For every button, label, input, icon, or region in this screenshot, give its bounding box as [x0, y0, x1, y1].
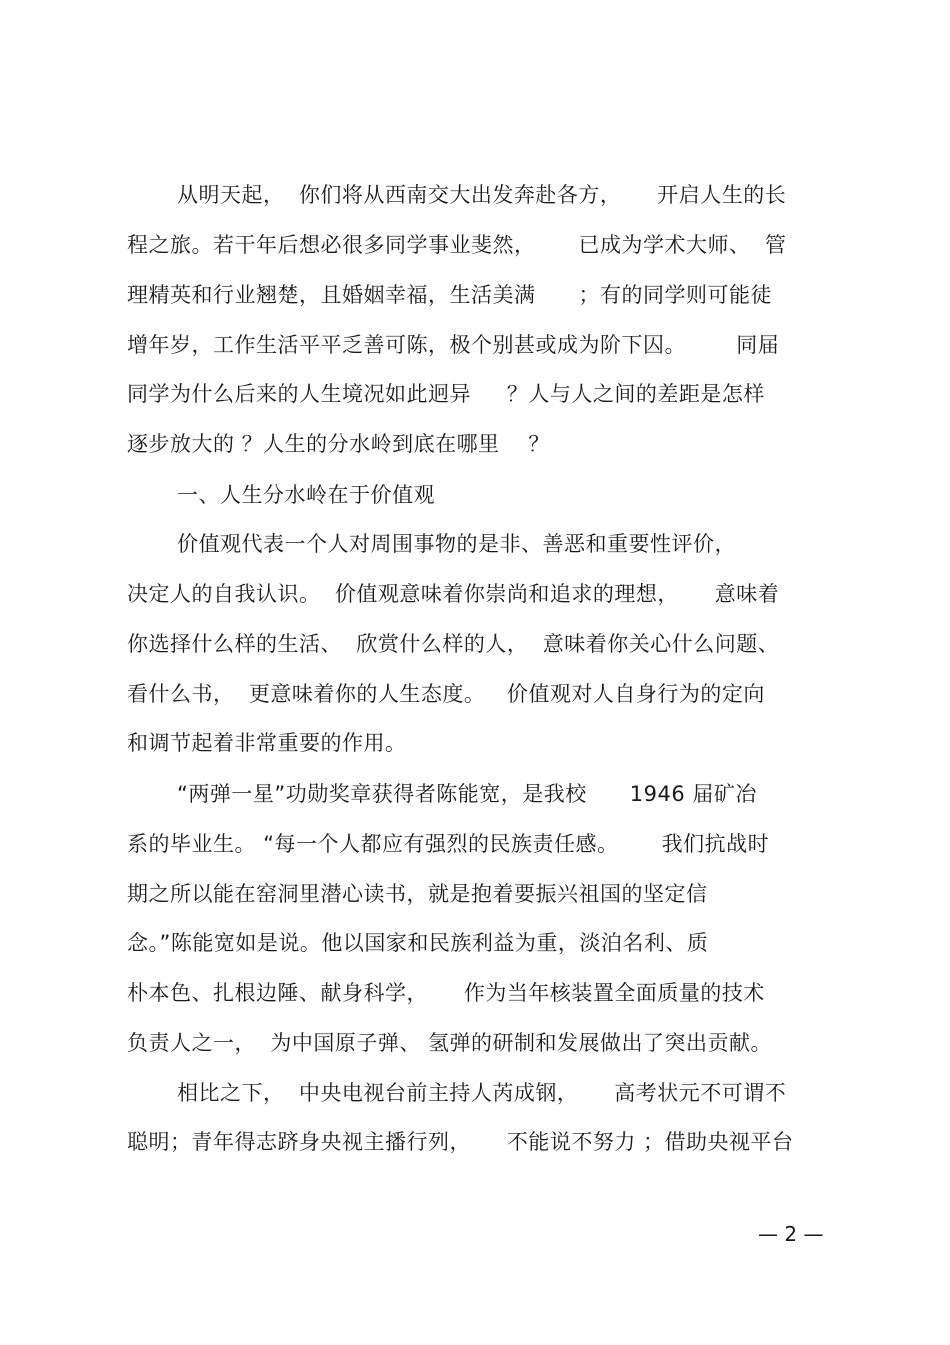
text-line: 相比之下， 中央电视台前主持人芮成钢， 高考状元不可谓不: [177, 1081, 787, 1105]
text-line: 决定人的自我认识。 价值观意味着你崇尚和追求的理想， 意味着: [127, 582, 780, 606]
text-line: 逐步放大的 ？人生的分水岭到底在哪里 ？: [127, 432, 550, 456]
text-line: 聪明；青年得志跻身央视主播行列， 不能说不努力 ；借助央视平台: [127, 1130, 794, 1154]
text-line: 念。”陈能宽如是说。他以国家和民族利益为重，淡泊名利、质: [127, 931, 709, 955]
text-line: 系的毕业生。 “每一个人都应有强烈的民族责任感。 我们抗战时: [127, 832, 770, 856]
text-line: 看什么书， 更意味着你的人生态度。 价值观对人自身行为的定向: [127, 682, 765, 706]
text-line: 从明天起， 你们将从西南交大出发奔赴各方， 开启人生的长: [177, 183, 787, 207]
section-heading: 一、人生分水岭在于价值观: [177, 483, 435, 507]
text-line: 和调节起着非常重要的作用。: [127, 731, 407, 755]
text-line: 朴本色、扎根边陲、献身科学， 作为当年核装置全面质量的技术: [127, 981, 765, 1005]
text-line: 同学为什么后来的人生境况如此迥异 ？人与人之间的差距是怎样: [127, 382, 765, 406]
text-line: 价值观代表一个人对周围事物的是非、善恶和重要性评价，: [177, 532, 736, 556]
text-line: 增年岁，工作生活平平乏善可陈，极个别甚或成为阶下囚。 同届: [127, 333, 780, 357]
text-line: 理精英和行业翘楚，且婚姻幸福，生活美满 ；有的同学则可能徒: [127, 283, 773, 307]
text-line: 程之旅。若干年后想必很多同学事业斐然， 已成为学术大师、 管: [127, 233, 787, 257]
text-line: 你选择什么样的生活、 欣赏什么样的人， 意味着你关心什么问题、: [127, 632, 780, 656]
text-line: “两弹一星”功勋奖章获得者陈能宽，是我校 1946 届矿冶: [177, 782, 757, 806]
page-number: — 2 —: [758, 1222, 824, 1246]
text-line: 负责人之一， 为中国原子弹、 氢弹的研制和发展做出了突出贡献。: [127, 1031, 773, 1055]
text-line: 期之所以能在窑洞里潜心读书，就是抱着要振兴祖国的坚定信: [127, 882, 708, 906]
